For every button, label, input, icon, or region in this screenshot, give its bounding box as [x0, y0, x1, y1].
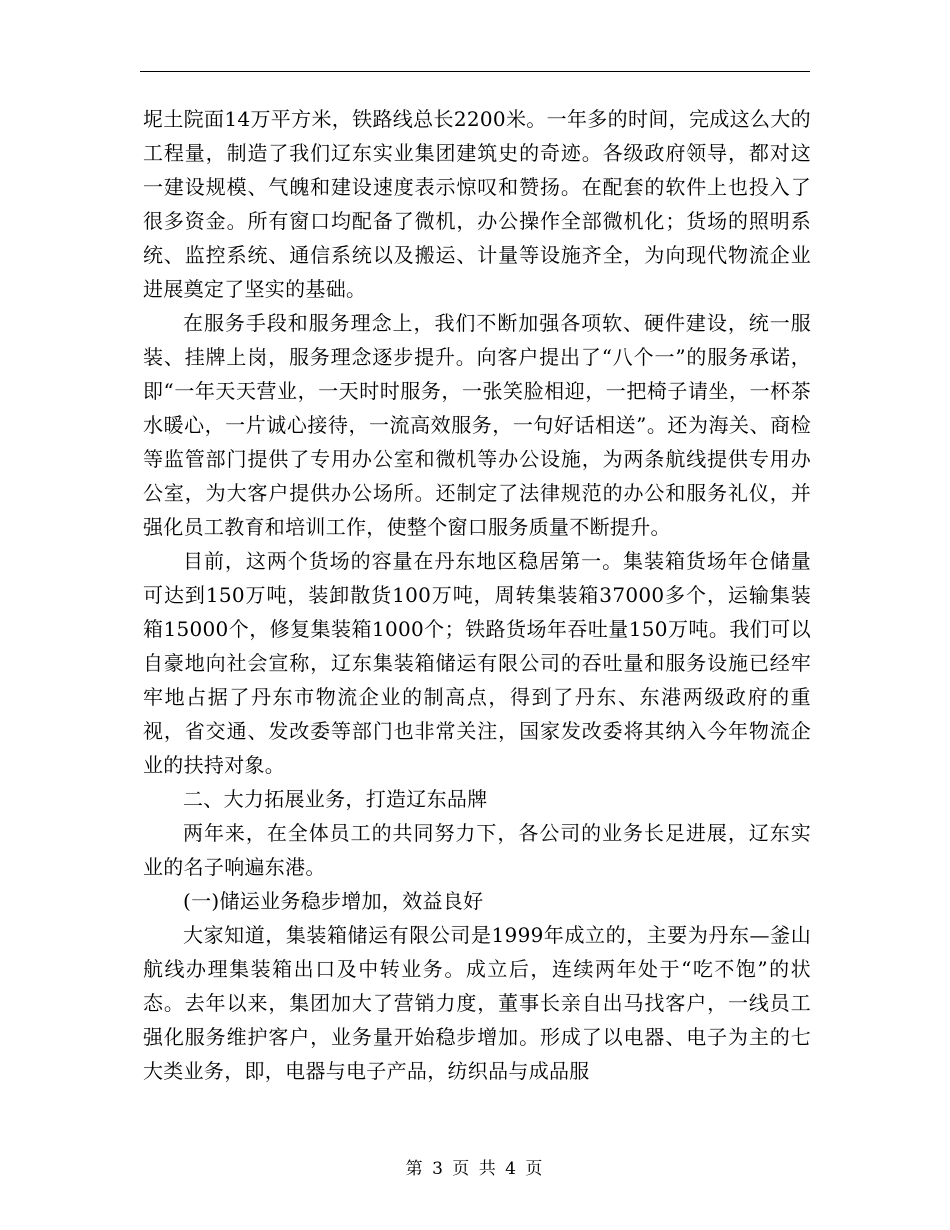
- paragraph-continued: 坭土院面14万平方米，铁路线总长2200米。一年多的时间，完成这么大的工程量，制造了我们辽东实业集团建筑史的奇迹。各级政府领导，都对这一建设规模、气魄和建设速度表示惊叹和赞扬。在配套的软件上也投入了很多资金。所有窗口均配备了微机，办公操作全部微机化；货场的照明系统、监控系统、通信系统以及搬运、计量等设施齐全，为向现代物流企业进展奠定了坚实的基础。: [143, 107, 811, 301]
- paragraph-storage-business: 大家知道，集装箱储运有限公司是1999年成立的，主要为丹东—釜山航线办理集装箱出口及中转业务。成立后，连续两年处于“吃不饱”的状态。去年以来，集团加大了营销力度，董事长亲自出马找客户，一线员工强化服务维护客户，业务量开始稳步增加。形成了以电器、电子为主的七大类业务，即，电器与电子产品，纺织品与成品服: [143, 923, 811, 1083]
- subsection-heading: (一)储运业务稳步增加，效益良好: [183, 889, 484, 913]
- paragraph-capacity: 目前，这两个货场的容量在丹东地区稳居第一。集装箱货场年仓储量可达到150万吨，装卸散货100万吨，周转集装箱37000多个，运输集装箱15000个，修复集装箱1000个；铁路货场年吞吐量150万吨。我们可以自豪地向社会宣称，辽东集装箱储运有限公司的吞吐量和服务设施已经牢牢地占据了丹东市物流企业的制高点，得到了丹东、东港两级政府的重视，省交通、发改委等部门也非常关注，国家发改委将其纳入今年物流企业的扶持对象。: [143, 549, 811, 777]
- document-body: [143, 102, 811, 1088]
- header-rule: [140, 71, 810, 72]
- paragraph-intro: 两年来，在全体员工的共同努力下，各公司的业务长足进展，辽东实业的名子响遍东港。: [143, 821, 811, 879]
- paragraph-service: 在服务手段和服务理念上，我们不断加强各项软、硬件建设，统一服装、挂牌上岗，服务理念逐步提升。向客户提出了“八个一”的服务承诺，即“一年天天营业，一天时时服务，一张笑脸相迎，一把椅子请坐，一杯茶水暖心，一片诚心接待，一流高效服务，一句好话相送”。还为海关、商检等监管部门提供了专用办公室和微机等办公设施，为两条航线提供专用办公室，为大客户提供办公场所。还制定了法律规范的办公和服务礼仪，并强化员工教育和培训工作，使整个窗口服务质量不断提升。: [143, 311, 811, 539]
- page-number-footer: 第 3 页 共 4 页: [405, 1159, 545, 1179]
- section-heading: 二、大力拓展业务，打造辽东品牌: [183, 787, 488, 811]
